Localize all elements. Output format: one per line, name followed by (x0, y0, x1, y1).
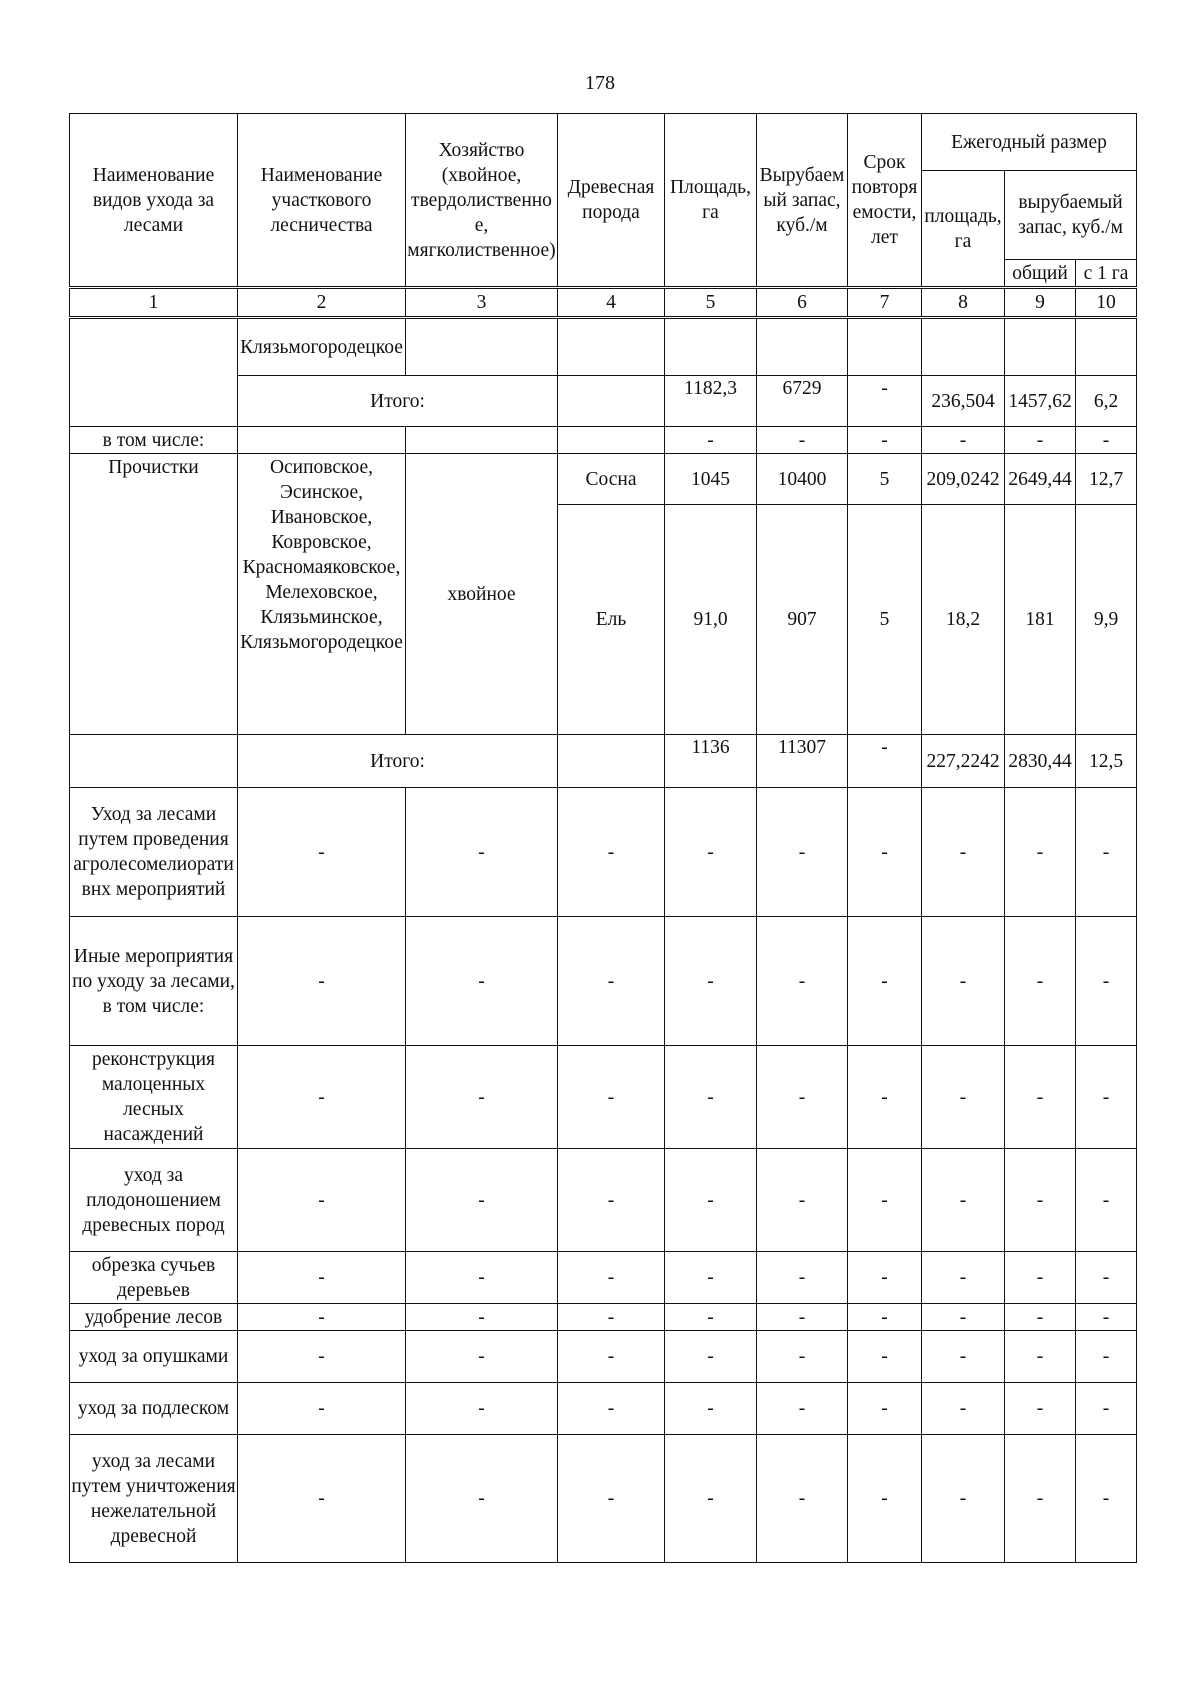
col-number: 9 (1005, 288, 1076, 318)
total-volume: 6729 (757, 376, 848, 427)
cell-value: - (848, 1046, 922, 1149)
cell-value: - (848, 1383, 922, 1435)
total-area: 1136 (665, 735, 757, 788)
total-label: Итого: (238, 735, 558, 788)
column-numbers-row (70, 288, 1137, 318)
cell-value: - (922, 1252, 1005, 1304)
cell-value: - (848, 427, 922, 454)
cell-value: 5 (848, 454, 922, 505)
cell-value: - (1076, 788, 1137, 917)
cell-value: - (1076, 427, 1137, 454)
cell-value: - (238, 1435, 406, 1563)
cell-value: - (757, 1149, 848, 1252)
activity-label: Уход за лесами путем проведения агролесомелиоративнх мероприятий (70, 788, 238, 917)
cell-value: - (238, 1046, 406, 1149)
cell-value: - (558, 1331, 665, 1383)
cell-value: - (922, 788, 1005, 917)
cell-value: - (1005, 1331, 1076, 1383)
cell-value: - (558, 1046, 665, 1149)
activity-row (70, 1435, 1137, 1563)
activity-label: Иные мероприятия по уходу за лесами, в том числе: (70, 917, 238, 1046)
cell-value: 9,9 (1076, 505, 1137, 735)
cell-value: - (848, 917, 922, 1046)
cell-value: - (558, 1149, 665, 1252)
species-name: Сосна (558, 454, 665, 505)
cell-value: - (1005, 1046, 1076, 1149)
table-row (70, 454, 1137, 505)
cell-value: - (406, 1252, 558, 1304)
activity-row (70, 917, 1137, 1046)
cell-value: - (558, 1304, 665, 1331)
header-row (70, 114, 1137, 171)
cell-value: - (558, 1252, 665, 1304)
cell-value: - (848, 1304, 922, 1331)
empty-cell (558, 427, 665, 454)
cell-value: - (922, 1149, 1005, 1252)
header-species: Древесная порода (558, 114, 665, 288)
cell-value: 181 (1005, 505, 1076, 735)
total-label: Итого: (238, 376, 558, 427)
header-area: Площадь, га (665, 114, 757, 288)
cell-value: - (757, 1252, 848, 1304)
empty-cell (558, 376, 665, 427)
total-per-ha: 12,5 (1076, 735, 1137, 788)
cell-value: 10400 (757, 454, 848, 505)
cell-value: - (1076, 1149, 1137, 1252)
empty-cell (1076, 318, 1137, 376)
cell-value: - (757, 1304, 848, 1331)
empty-cell (665, 318, 757, 376)
page-number: 178 (585, 72, 615, 94)
col-number: 2 (238, 288, 406, 318)
cell-value: - (558, 917, 665, 1046)
cell-value: - (922, 1304, 1005, 1331)
forest-care-table (69, 113, 1137, 1563)
cell-value: - (665, 1149, 757, 1252)
total-period: - (848, 735, 922, 788)
activity-label: реконструкция малоценных лесных насаждений (70, 1046, 238, 1149)
empty-cell (1005, 318, 1076, 376)
total-annual-volume: 2830,44 (1005, 735, 1076, 788)
cell-value: - (238, 1383, 406, 1435)
cell-value: - (665, 1252, 757, 1304)
total-annual-volume: 1457,62 (1005, 376, 1076, 427)
cell-value: - (406, 1383, 558, 1435)
cell-value: - (406, 1046, 558, 1149)
cell-value: - (922, 1046, 1005, 1149)
cell-value: - (922, 917, 1005, 1046)
cell-value: - (665, 427, 757, 454)
cell-value: - (1076, 917, 1137, 1046)
header-repeat-period: Срок повторяемости, лет (848, 114, 922, 288)
cell-value: - (558, 1435, 665, 1563)
empty-cell (848, 318, 922, 376)
cell-value: - (665, 1383, 757, 1435)
cell-value: - (665, 1046, 757, 1149)
col-number: 5 (665, 288, 757, 318)
activity-label: обрезка сучьев деревьев (70, 1252, 238, 1304)
col-number: 1 (70, 288, 238, 318)
cell-value: - (406, 1331, 558, 1383)
cell-value: - (1005, 1304, 1076, 1331)
total-row (70, 735, 1137, 788)
empty-cell (922, 318, 1005, 376)
cell-value: - (848, 788, 922, 917)
empty-cell (238, 427, 406, 454)
empty-cell (406, 427, 558, 454)
col-number: 4 (558, 288, 665, 318)
header-annual-volume: вырубаемый запас, куб./м (1005, 171, 1137, 260)
activity-row (70, 1149, 1137, 1252)
cell-value: - (406, 1435, 558, 1563)
total-area: 1182,3 (665, 376, 757, 427)
cell-value: - (757, 1383, 848, 1435)
activity-row (70, 1046, 1137, 1149)
cell-value: - (1076, 1252, 1137, 1304)
cell-value: - (848, 1149, 922, 1252)
care-type-label: Прочистки (70, 454, 238, 735)
total-period: - (848, 376, 922, 427)
empty-cell (406, 318, 558, 376)
total-annual-area: 227,2242 (922, 735, 1005, 788)
empty-cell (757, 318, 848, 376)
cell-value: - (406, 1304, 558, 1331)
col-number: 8 (922, 288, 1005, 318)
cell-value: - (1005, 1252, 1076, 1304)
cell-value: - (1076, 1383, 1137, 1435)
cell-value: 5 (848, 505, 922, 735)
cell-value: 907 (757, 505, 848, 735)
cell-value: 12,7 (1076, 454, 1137, 505)
table-row (70, 318, 1137, 376)
cell-value: - (848, 1252, 922, 1304)
cell-value: - (848, 1331, 922, 1383)
cell-value: - (757, 427, 848, 454)
total-per-ha: 6,2 (1076, 376, 1137, 427)
header-care-types: Наименование видов ухода за лесами (70, 114, 238, 288)
cell-value: - (665, 1304, 757, 1331)
col-number: 6 (757, 288, 848, 318)
header-volume-total: общий (1005, 260, 1076, 288)
cell-value: 18,2 (922, 505, 1005, 735)
cell-value: - (757, 1435, 848, 1563)
activity-row (70, 1383, 1137, 1435)
cell-value: - (665, 1331, 757, 1383)
cell-value: - (922, 427, 1005, 454)
header-farm: Хозяйство (хвойное, твердолиственное, мягколиственное) (406, 114, 558, 288)
cell-value: 209,0242 (922, 454, 1005, 505)
cell-value: - (1005, 917, 1076, 1046)
cell-value: - (757, 788, 848, 917)
empty-cell (70, 318, 238, 427)
cell-value: - (757, 1331, 848, 1383)
cell-value: - (1005, 1149, 1076, 1252)
farm-type: хвойное (406, 454, 558, 735)
cell-value: - (665, 788, 757, 917)
empty-cell (558, 318, 665, 376)
cell-value: 1045 (665, 454, 757, 505)
header-volume: Вырубаемый запас, куб./м (757, 114, 848, 288)
cell-value: - (238, 917, 406, 1046)
activity-label: уход за плодоношением древесных пород (70, 1149, 238, 1252)
empty-cell (70, 735, 238, 788)
cell-value: - (406, 1149, 558, 1252)
activity-row (70, 1304, 1137, 1331)
empty-cell (558, 735, 665, 788)
cell-value: - (1005, 1435, 1076, 1563)
table-row (70, 427, 1137, 454)
forestry-name: Клязьмогородецкое (238, 318, 406, 376)
cell-value: - (922, 1383, 1005, 1435)
cell-value: - (922, 1435, 1005, 1563)
activity-label: удобрение лесов (70, 1304, 238, 1331)
cell-value: - (238, 788, 406, 917)
cell-value: - (406, 788, 558, 917)
activity-label: уход за лесами путем уничтожения нежелательной древесной (70, 1435, 238, 1563)
cell-value: - (1076, 1304, 1137, 1331)
activity-row (70, 1252, 1137, 1304)
cell-value: - (757, 917, 848, 1046)
col-number: 10 (1076, 288, 1137, 318)
col-number: 7 (848, 288, 922, 318)
activity-label: уход за подлеском (70, 1383, 238, 1435)
cell-value: - (1076, 1435, 1137, 1563)
cell-value: - (1076, 1331, 1137, 1383)
activity-row (70, 1331, 1137, 1383)
cell-value: - (757, 1046, 848, 1149)
forestry-list: Осиповское, Эсинское, Ивановское, Ковровское, Красномаяковское, Мелеховское, Клязьминское, Клязьмогородецкое (238, 454, 406, 735)
cell-value: 91,0 (665, 505, 757, 735)
header-annual-size: Ежегодный размер (922, 114, 1137, 171)
cell-value: - (238, 1252, 406, 1304)
activity-label: уход за опушками (70, 1331, 238, 1383)
cell-value: - (665, 1435, 757, 1563)
cell-value: - (1005, 1383, 1076, 1435)
header-volume-per-ha: с 1 га (1076, 260, 1137, 288)
total-volume: 11307 (757, 735, 848, 788)
cell-value: - (238, 1149, 406, 1252)
col-number: 3 (406, 288, 558, 318)
cell-value: - (665, 917, 757, 1046)
cell-value: 2649,44 (1005, 454, 1076, 505)
cell-value: - (238, 1304, 406, 1331)
cell-value: - (922, 1331, 1005, 1383)
header-forestry: Наименование участкового лесничества (238, 114, 406, 288)
cell-value: - (1005, 427, 1076, 454)
cell-value: - (558, 1383, 665, 1435)
cell-value: - (558, 788, 665, 917)
cell-value: - (848, 1435, 922, 1563)
activity-row (70, 788, 1137, 917)
cell-value: - (1005, 788, 1076, 917)
species-name: Ель (558, 505, 665, 735)
including-label: в том числе: (70, 427, 238, 454)
total-annual-area: 236,504 (922, 376, 1005, 427)
cell-value: - (238, 1331, 406, 1383)
cell-value: - (1076, 1046, 1137, 1149)
header-annual-area: площадь, га (922, 171, 1005, 288)
cell-value: - (406, 917, 558, 1046)
